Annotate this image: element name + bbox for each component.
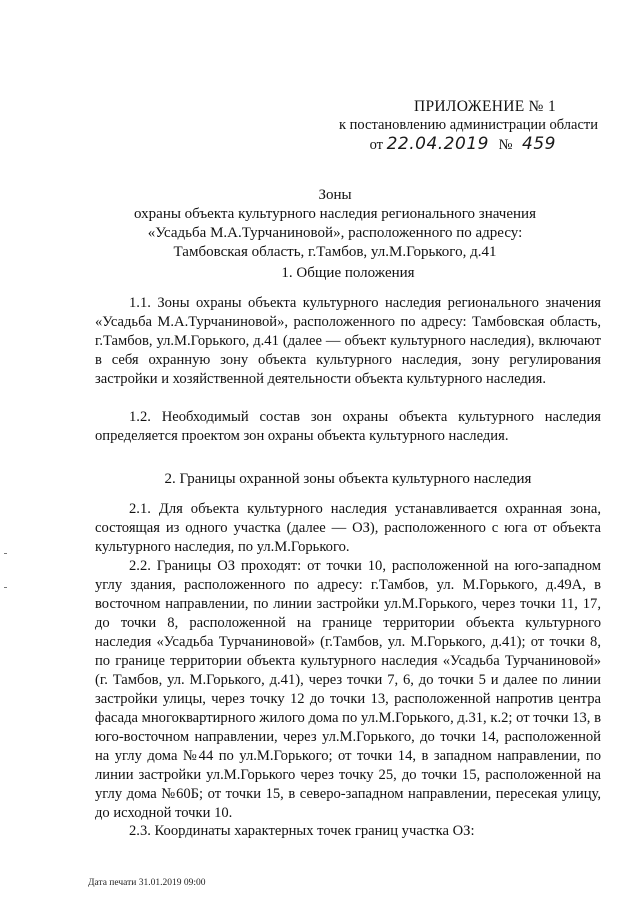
paragraph-2-2: 2.2. Границы ОЗ проходят: от точки 10, расположенной на юго-западном углу здания, расположенного по адресу: г.Тамбов, ул. М.Горького, д.49А, в восточном направлении, по линии застройки ул.М.Горького, через точки 11, 17, до точки 8, расположенной на границе территории объекта культурного наследия «Усадьба Турчаниновой» (г.Тамбов, ул. М.Горького, д.41); от точки 8, по границе территории объекта культурного наследия «Усадьба Турчаниновой» (г. Тамбов, ул. М.Горького, д.41), через точки 7, 6, до точки 5 и далее по линии застройки улицы, через точку 12 до точки 13, расположенной напротив центра фасада многоквартирного жилого дома по ул.М.Горького, д.31, к.2; от точки 13, в юго-восточном направлении, через ул.М.Горького, до точки 14, расположенной на углу дома №44 по ул.М.Горького; от точки 14, в западном направлении, по линии застройки ул.М.Горького через точку 25, до точки 15, расположенной на углу дома №60Б; от точки 15, в северо-западном направлении, пересекая улицу, до исходной точки 10. (95, 558, 601, 821)
appendix-title: ПРИЛОЖЕНИЕ № 1 (413, 98, 556, 115)
paragraph-2-1: 2.1. Для объекта культурного наследия устанавливается охранная зона, состоящая из одного участка (далее — ОЗ), расположенного с юга от объекта культурного наследия, по ул.М.Горького. (95, 501, 601, 555)
appendix-block (318, 97, 598, 155)
paragraph-2-3: 2.3. Координаты характерных точек границ участка ОЗ: (129, 823, 475, 839)
section-1-title: 1. Общие положения (281, 265, 415, 281)
heading-line-2: охраны объекта культурного наследия регионального значения (134, 206, 536, 222)
handwritten-date: 22.04.2019 (386, 134, 489, 154)
number-sign: № (498, 137, 513, 153)
heading-line-3: «Усадьба М.А.Турчаниновой», расположенного по адресу: (147, 225, 523, 241)
heading-line-1: Зоны (318, 187, 352, 203)
appendix-subtitle: к постановлению администрации области (338, 117, 598, 133)
scan-mark (4, 587, 7, 588)
paragraph-1-1: 1.1. Зоны охраны объекта культурного наследия регионального значения «Усадьба М.А.Турчаниновой», расположенного по адресу: Тамбовская область, г.Тамбов, ул.М.Горького, д.41 (далее — объект культурного наследия), включают в себя охранную зону объекта культурного наследия, зону регулирования застройки и хозяйственной деятельности объекта культурного наследия. (95, 295, 601, 387)
scan-mark (4, 553, 7, 554)
paragraph-1-2: 1.2. Необходимый состав зон охраны объекта культурного наследия определяется проектом зон охраны объекта культурного наследия. (95, 409, 601, 444)
print-date-footer: Дата печати 31.01.2019 09:00 (88, 878, 206, 888)
handwritten-number: 459 (522, 134, 556, 154)
from-label: от (369, 137, 383, 153)
document-heading (95, 186, 575, 262)
section-2-title: 2. Границы охранной зоны объекта культурного наследия (164, 471, 532, 487)
appendix-date-line (318, 135, 556, 155)
heading-line-4: Тамбовская область, г.Тамбов, ул.М.Горького, д.41 (173, 244, 497, 260)
